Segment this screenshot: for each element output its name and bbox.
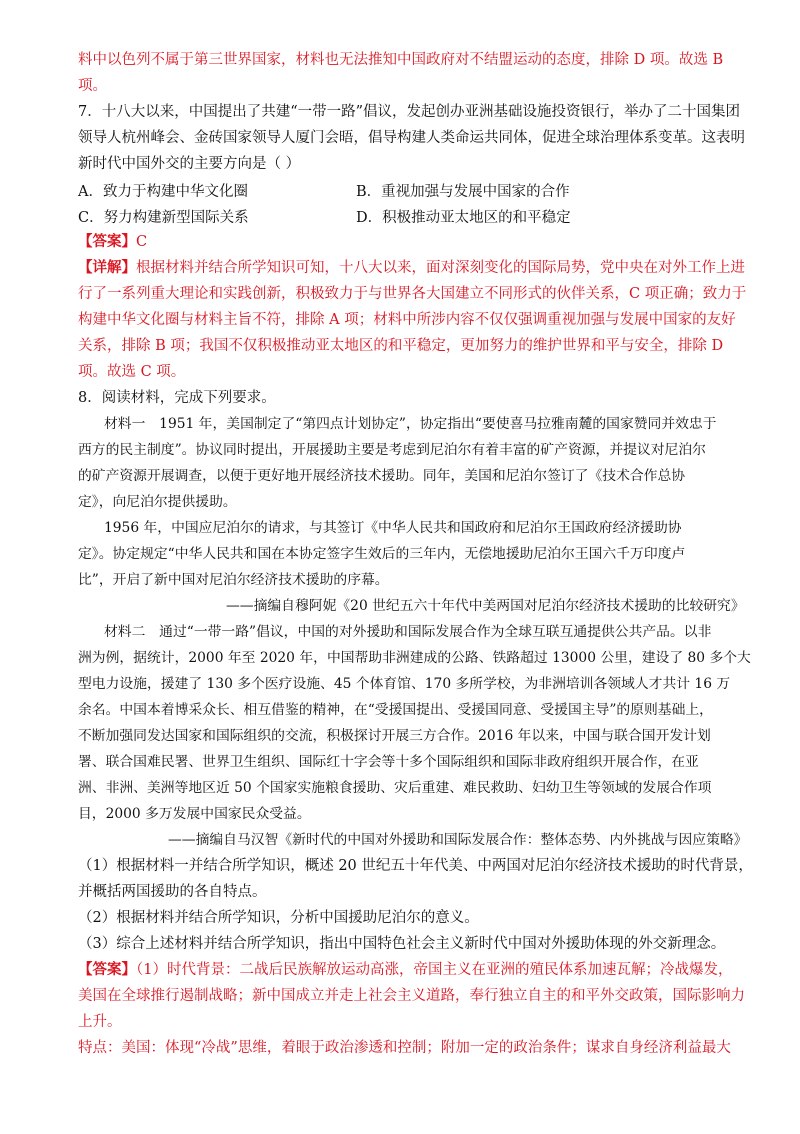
q7-detail [78, 258, 745, 278]
material-2-text: 余名。中国本着博采众长、相互借鉴的精神，在“受援国提出、受援国同意、受援国主导”的原则基础上， [78, 702, 713, 718]
detail-text: 根据材料并结合所学知识可知，十八大以来，面对深刻变化的国际局势，党中央在对外工作上进 [136, 260, 745, 276]
q8-answer [78, 960, 732, 980]
material-2-text: 洲为例，据统计，2000 年至 2020 年，中国帮助非洲建成的公路、铁路超过 13000 公里，建设了 80 多个大 [78, 650, 751, 666]
material-2-text: 型电力设施，援建了 130 多个医疗设施、45 个体育馆、170 多所学校，为非洲培训各领域人才共计 16 万 [78, 676, 731, 692]
material-1-text: 比”，开启了新中国对尼泊尔经济技术援助的序幕。 [78, 572, 389, 588]
q7-option-a[interactable]: A．致力于构建中华文化圈 [78, 184, 248, 200]
q7-detail: 行了一系列重大理论和实践创新，积极致力于与世界各大国建立不同形式的伙伴关系，C 项正确；致力于 [78, 286, 747, 302]
q8-answer: 上升。 [78, 1014, 122, 1030]
answer-value: C [136, 234, 148, 250]
material-1-source: ——摘编自穆阿妮《20 世纪五六十年代中美两国对尼泊尔经济技术援助的比较研究》 [226, 598, 745, 614]
material-1-text: 定》。协定规定“中华人民共和国在本协定签字生效后的三年内，无偿地援助尼泊尔王国六千万印度卢 [78, 546, 686, 562]
q6-analysis-line: 项。 [78, 78, 107, 94]
q7-option-b[interactable]: B．重视加强与发展中国家的合作 [356, 184, 570, 200]
q7-detail: 构建中华文化圈与材料主旨不符，排除 A 项；材料中所涉内容不仅仅强调重视加强与发展中国家的友好 [78, 312, 736, 328]
material-1-text: 定》，向尼泊尔提供援助。 [78, 494, 237, 510]
q7-answer [78, 232, 147, 252]
q8-answer: 美国在全球推行遏制战略；新中国成立并走上社会主义道路，奉行独立自主的和平外交政策，国际影响力 [78, 988, 745, 1004]
material-2-text: 不断加强同发达国家和国际组织的交流，积极探讨开展三方合作。2016 年以来，中国与联合国开发计划 [78, 728, 711, 744]
q8-stem: 8．阅读材料，完成下列要求。 [78, 390, 276, 406]
answer-label: 【答案】 [78, 961, 136, 978]
q8-subquestion-3: （3）综合上述材料并结合所学知识，指出中国特色社会主义新时代中国对外援助体现的外交新理念。 [78, 936, 726, 952]
material-1-text: 的矿产资源开展调查，以便于更好地开展经济技术援助。同年，美国和尼泊尔签订了《技术合作总协 [78, 468, 686, 484]
material-2-source: ——摘编自马汉智《新时代的中国对外援助和国际发展合作：整体态势、内外挑战与因应策略》 [168, 832, 748, 848]
material-2-text: 目，2000 多万发展中国家民众受益。 [78, 806, 311, 822]
material-2-text: 材料二 通过“一带一路”倡议，中国的对外援助和国际发展合作为全球互联互通提供公共产品。以非 [104, 624, 712, 640]
q7-stem: 领导人杭州峰会、金砖国家领导人厦门会晤，倡导构建人类命运共同体，促进全球治理体系变革。这表明 [78, 130, 745, 146]
q7-stem: 7．十八大以来，中国提出了共建“一带一路”倡议，发起创办亚洲基础设施投资银行，举办了二十国集团 [78, 104, 741, 120]
material-1-text: 1956 年，中国应尼泊尔的请求，与其签订《中华人民共和国政府和尼泊尔王国政府经济援助协 [104, 520, 682, 536]
q7-stem: 新时代中国外交的主要方向是（ ） [78, 156, 301, 172]
q7-detail: 关系，排除 B 项；我国不仅积极推动亚太地区的和平稳定，更加努力的维护世界和平与安全，排除 D [78, 338, 724, 354]
q7-option-c[interactable]: C．努力构建新型国际关系 [78, 210, 249, 226]
q6-analysis-line: 料中以色列不属于第三世界国家，材料也无法推知中国政府对不结盟运动的态度，排除 D 项。故选 B [78, 52, 724, 68]
material-2-text: 洲、非洲、美洲等地区近 50 个国家实施粮食援助、灾后重建、难民救助、妇幼卫生等领域的发展合作项 [78, 780, 712, 796]
q7-detail: 项。故选 C 项。 [78, 364, 186, 380]
q7-option-d[interactable]: D．积极推动亚太地区的和平稳定 [356, 210, 571, 226]
material-1-text: 材料一 1951 年，美国制定了“第四点计划协定”，协定指出“要使喜马拉雅南麓的国家赞同并效忠于 [104, 416, 717, 432]
answer-text: （1）时代背景：二战后民族解放运动高涨，帝国主义在亚洲的殖民体系加速瓦解；冷战爆发， [136, 962, 733, 978]
material-1-text: 西方的民主制度”。协议同时提出，开展援助主要是考虑到尼泊尔有着丰富的矿产资源，并提议对尼泊尔 [78, 442, 706, 458]
q8-answer: 特点：美国：体现“冷战”思维，着眼于政治渗透和控制；附加一定的政治条件；谋求自身经济利益最大 [78, 1040, 731, 1056]
q8-subquestion-2: （2）根据材料并结合所学知识，分析中国援助尼泊尔的意义。 [78, 910, 479, 926]
detail-label: 【详解】 [78, 259, 136, 276]
q8-subquestion-1: （1）根据材料一并结合所学知识，概述 20 世纪五十年代美、中两国对尼泊尔经济技术援助的时代背景， [78, 858, 753, 874]
q8-subquestion-1: 并概括两国援助的各自特点。 [78, 884, 267, 900]
answer-label: 【答案】 [78, 233, 136, 250]
material-2-text: 署、联合国难民署、世界卫生组织、国际红十字会等十多个国际组织和国际非政府组织开展合作，在亚 [78, 754, 699, 770]
